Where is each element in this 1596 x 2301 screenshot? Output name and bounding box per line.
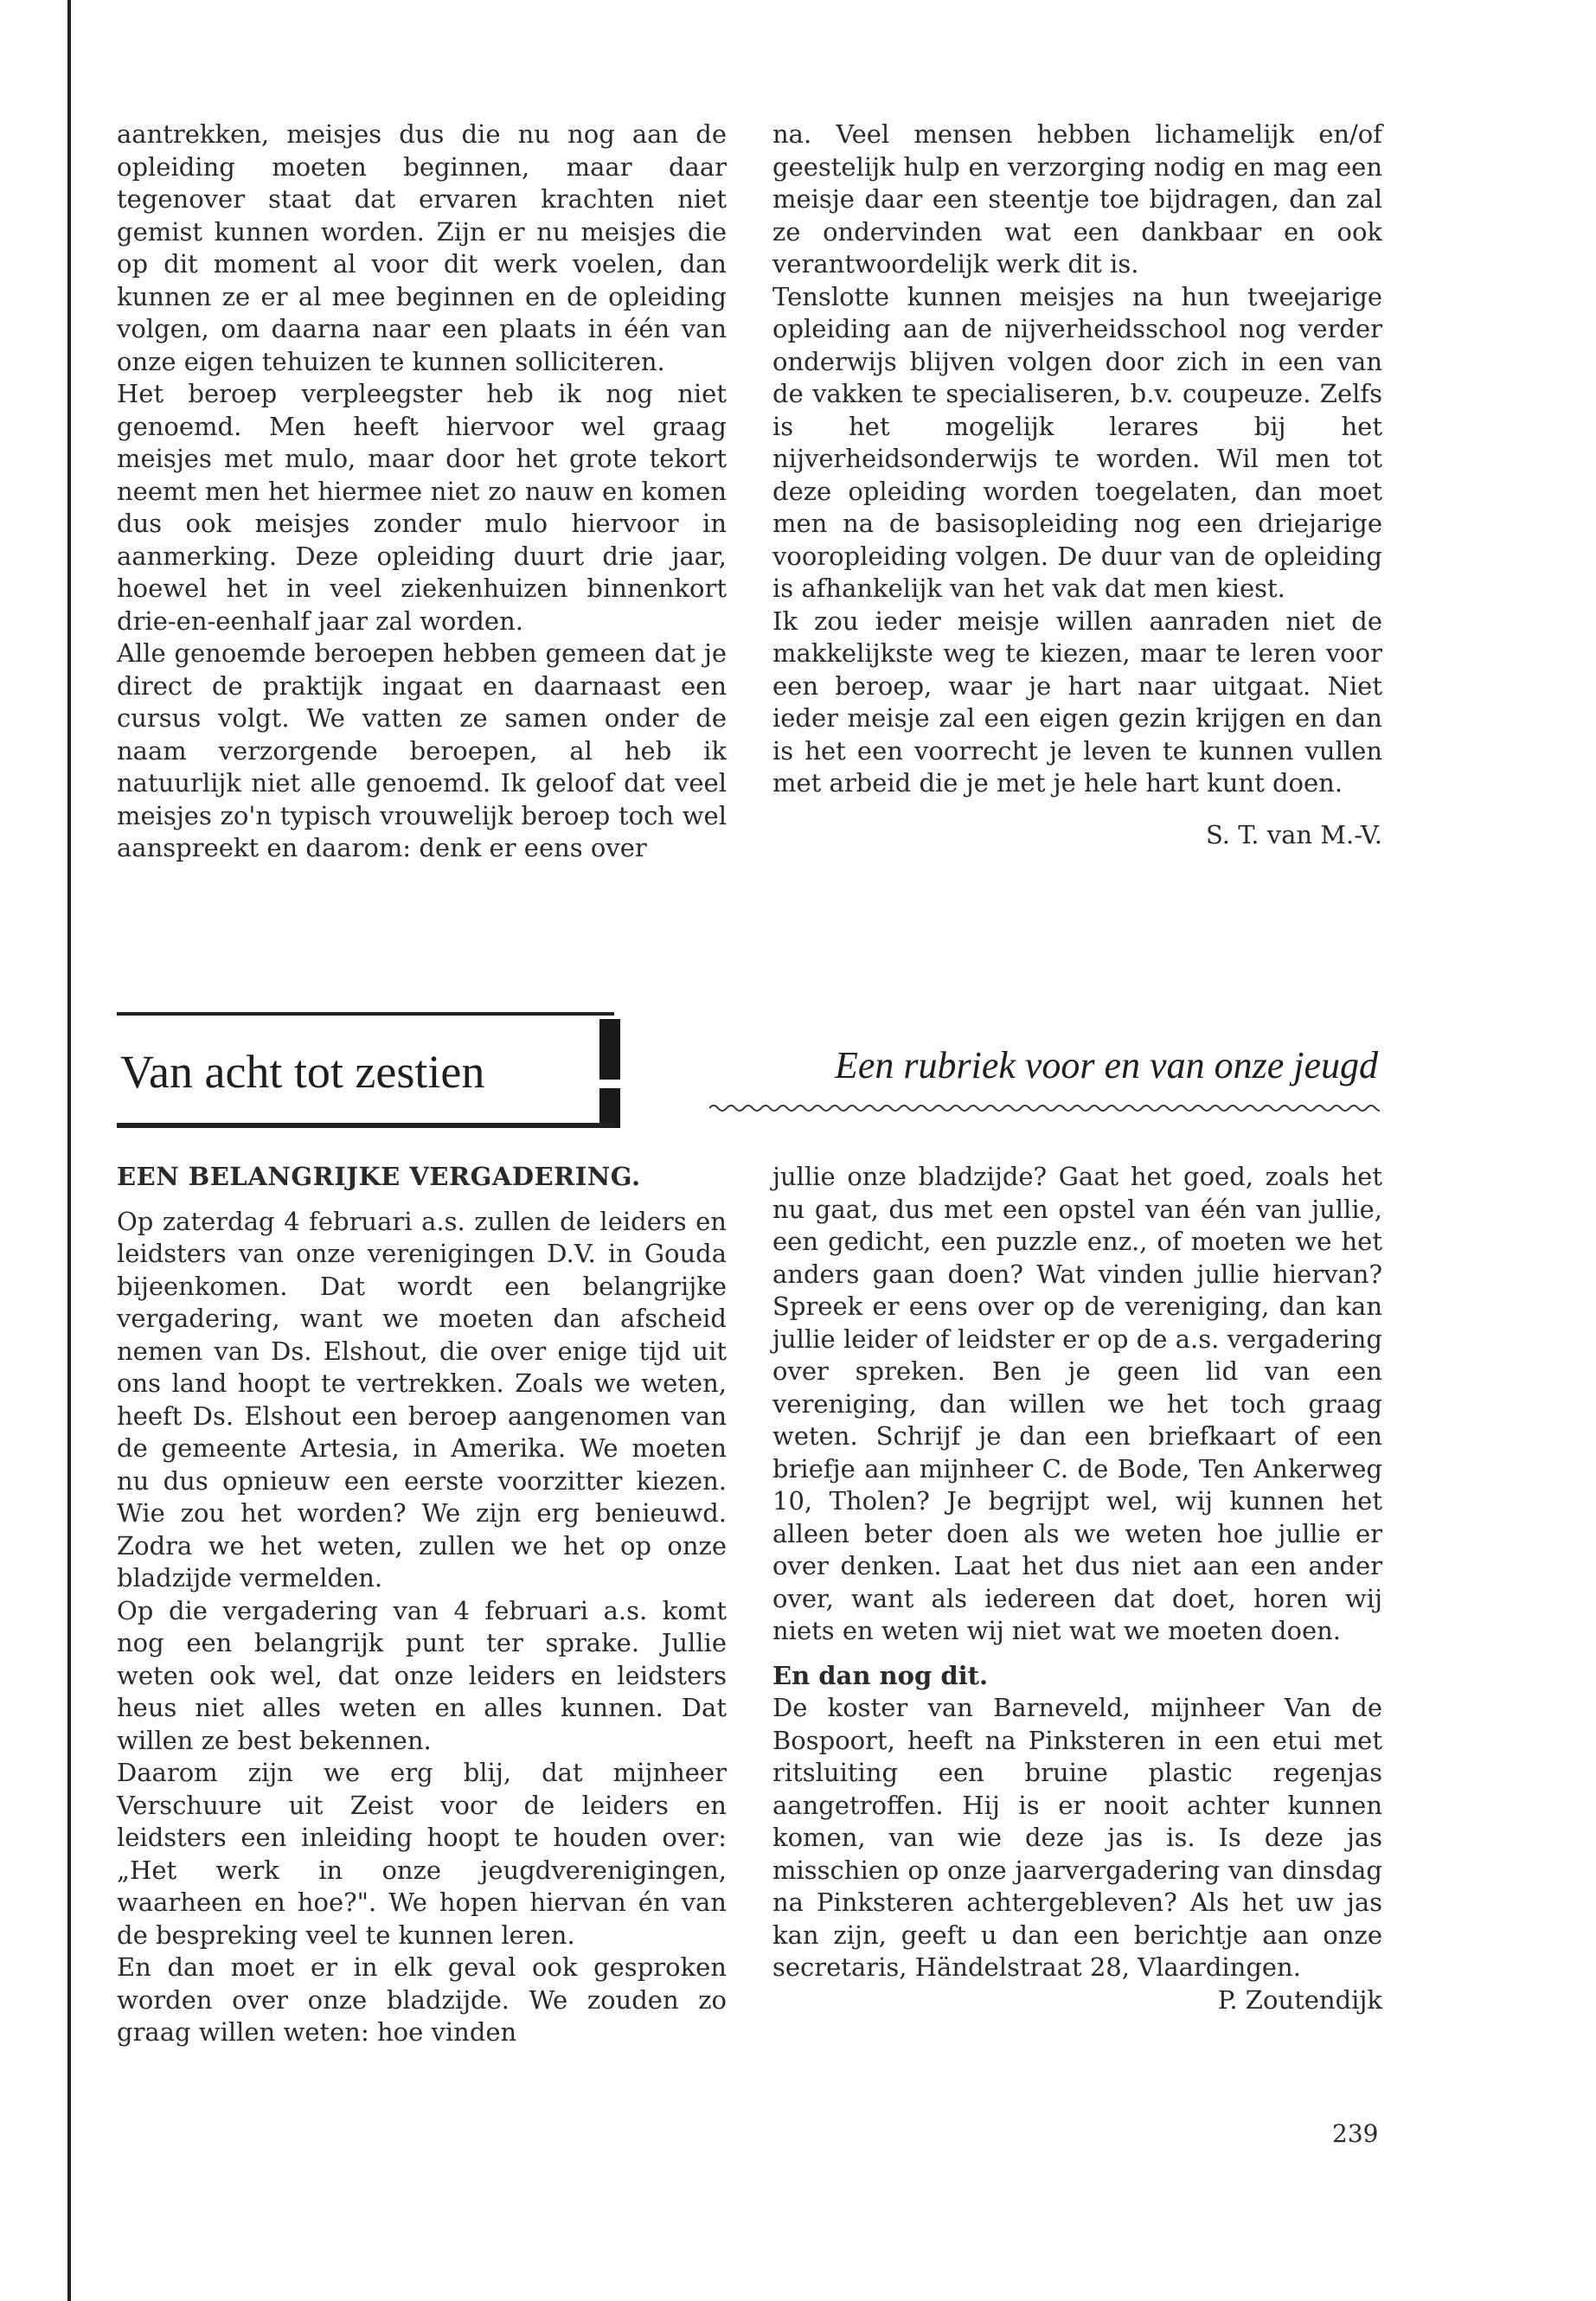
rubric-bar-ornament	[599, 1019, 620, 1128]
rubric-bar-notch	[599, 1080, 620, 1088]
bottom-left-column	[117, 1161, 727, 2049]
rubric-title-box	[117, 1012, 619, 1133]
article-heading: EEN BELANGRIJKE VERGADERING.	[117, 1162, 641, 1191]
author-signature: P. Zoutendijk	[1217, 1984, 1382, 2015]
rubric-subtitle: Een rubriek voor en van onze jeugd	[834, 1044, 1378, 1086]
rule-bottom	[117, 1123, 614, 1128]
sub-heading: En dan nog dit.	[772, 1660, 989, 1690]
paragraph: aantrekken, meisjes dus die nu nog aan de opleiding moeten beginnen, maar daar tegenover staat dat ervaren krachten niet gemist kunnen worden. Zijn er nu meisjes die op dit moment al voor dit werk voelen, dan kunnen ze er al mee beginnen en de opleiding volgen, om daarna naar een plaats in één van onze eigen tehuizen te kunnen solliciteren.	[117, 119, 727, 376]
paragraph: Het beroep verpleegster heb ik nog niet genoemd. Men heeft hiervoor wel graag meisjes met mulo, maar door het grote tekort neemt men het hiermee niet zo nauw en komen dus ook meisjes zonder mulo hiervoor in aanmerking. Deze opleiding duurt drie jaar, hoewel het in veel ziekenhuizen binnenkort drie-en-eenhalf jaar zal worden.	[117, 379, 727, 636]
rule-top	[117, 1012, 614, 1016]
wavy-rule	[709, 1102, 1380, 1114]
margin-rule	[67, 0, 71, 2301]
paragraph: Op zaterdag 4 februari a.s. zullen de leiders en leidsters van onze verenigingen D.V. in Gouda bijeenkomen. Dat wordt een belangrijke vergadering, want we moeten dan afscheid nemen van Ds. Elshout, die over enige tijd uit ons land hoopt te vertrekken. Zoals we weten, heeft Ds. Elshout een beroep aangenomen van de gemeente Artesia, in Amerika. We moeten nu dus opnieuw een eerste voorzitter kiezen. Wie zou het worden? We zijn erg benieuwd. Zodra we het weten, zullen we het op onze bladzijde vermelden.	[117, 1206, 727, 1593]
paragraph: Op die vergadering van 4 februari a.s. komt nog een belangrijk punt ter sprake. Jullie weten ook wel, dat onze leiders en leidsters heus niet alles weten en alles kunnen. Dat willen ze best bekennen.	[117, 1595, 727, 1755]
paragraph: jullie onze bladzijde? Gaat het goed, zoals het nu gaat, dus met een opstel van één van jullie, een gedicht, een puzzle enz., of moeten we het anders gaan doen? Wat vinden jullie hiervan? Spreek er eens over op de vereniging, dan kan jullie leider of leidster er op de a.s. vergadering over spreken. Ben je geen lid van een vereniging, dan willen we het toch graag weten. Schrijf je dan een briefkaart of een briefje aan mijnheer C. de Bode, Ten Ankerweg 10, Tholen? Je begrijpt wel, wij kunnen het alleen beter doen als we weten hoe jullie er over denken. Laat het dus niet aan een ander over, want als iedereen dat doet, horen wij niets en weten wij niet wat we moeten doen.	[772, 1162, 1382, 1645]
paragraph: En dan moet er in elk geval ook gesproken worden over onze bladzijde. We zouden zo graag willen weten: hoe vinden	[117, 1952, 727, 2047]
bottom-right-column	[772, 1161, 1382, 2016]
paragraph: Ik zou ieder meisje willen aanraden niet de makkelijkste weg te kiezen, maar te leren voor een beroep, waar je hart naar uitgaat. Niet ieder meisje zal een eigen gezin krijgen en dan is het een voorrecht je leven te kunnen vullen met arbeid die je met je hele hart kunt doen.	[772, 606, 1382, 798]
author-signature: S. T. van M.-V.	[1205, 819, 1382, 849]
paragraph: Alle genoemde beroepen hebben gemeen dat je direct de praktijk ingaat en daarnaast een cursus volgt. We vatten ze samen onder de naam verzorgende beroepen, al heb ik natuurlijk niet alle genoemd. Ik geloof dat veel meisjes zo'n typisch vrouwelijk beroep toch wel aanspreekt en daarom: denk er eens over	[117, 638, 727, 862]
paragraph: Daarom zijn we erg blij, dat mijnheer Verschuure uit Zeist voor de leiders en leidsters een inleiding hoopt te houden over: „Het werk in onze jeugdverenigingen, waarheen en hoe?". We hopen hiervan én van de bespreking veel te kunnen leren.	[117, 1758, 727, 1950]
rubric-header	[117, 1012, 1380, 1133]
top-left-column	[117, 119, 727, 865]
paragraph: De koster van Barneveld, mijnheer Van de Bospoort, heeft na Pinksteren in een etui met ritsluiting een bruine plastic regenjas aangetroffen. Hij is er nooit achter kunnen komen, van wie deze jas is. Is deze jas misschien op onze jaarvergadering van dinsdag na Pinksteren achtergebleven? Als het uw jas kan zijn, geeft u dan een berichtje aan onze secretaris, Händelstraat 28, Vlaardingen.	[772, 1693, 1382, 1982]
paragraph: Tenslotte kunnen meisjes na hun tweejarige opleiding aan de nijverheidsschool nog verder onderwijs blijven volgen door zich in een van de vakken te specialiseren, b.v. coupeuze. Zelfs is het mogelijk lerares bij het nijverheidsonderwijs te worden. Wil men tot deze opleiding worden toegelaten, dan moet men na de basisopleiding nog een driejarige vooropleiding volgen. De duur van de opleiding is afhankelijk van het vak dat men kiest.	[772, 281, 1382, 603]
page-number: 239	[1332, 2119, 1379, 2148]
rubric-title: Van acht tot zestien	[120, 1046, 485, 1098]
top-right-column	[772, 119, 1382, 851]
paragraph: na. Veel mensen hebben lichamelijk en/of geestelijk hulp en verzorging nodig en mag een meisje daar een steentje toe bijdragen, dan zal ze ondervinden wat een dankbaar en ook verantwoordelijk werk dit is.	[772, 119, 1382, 279]
